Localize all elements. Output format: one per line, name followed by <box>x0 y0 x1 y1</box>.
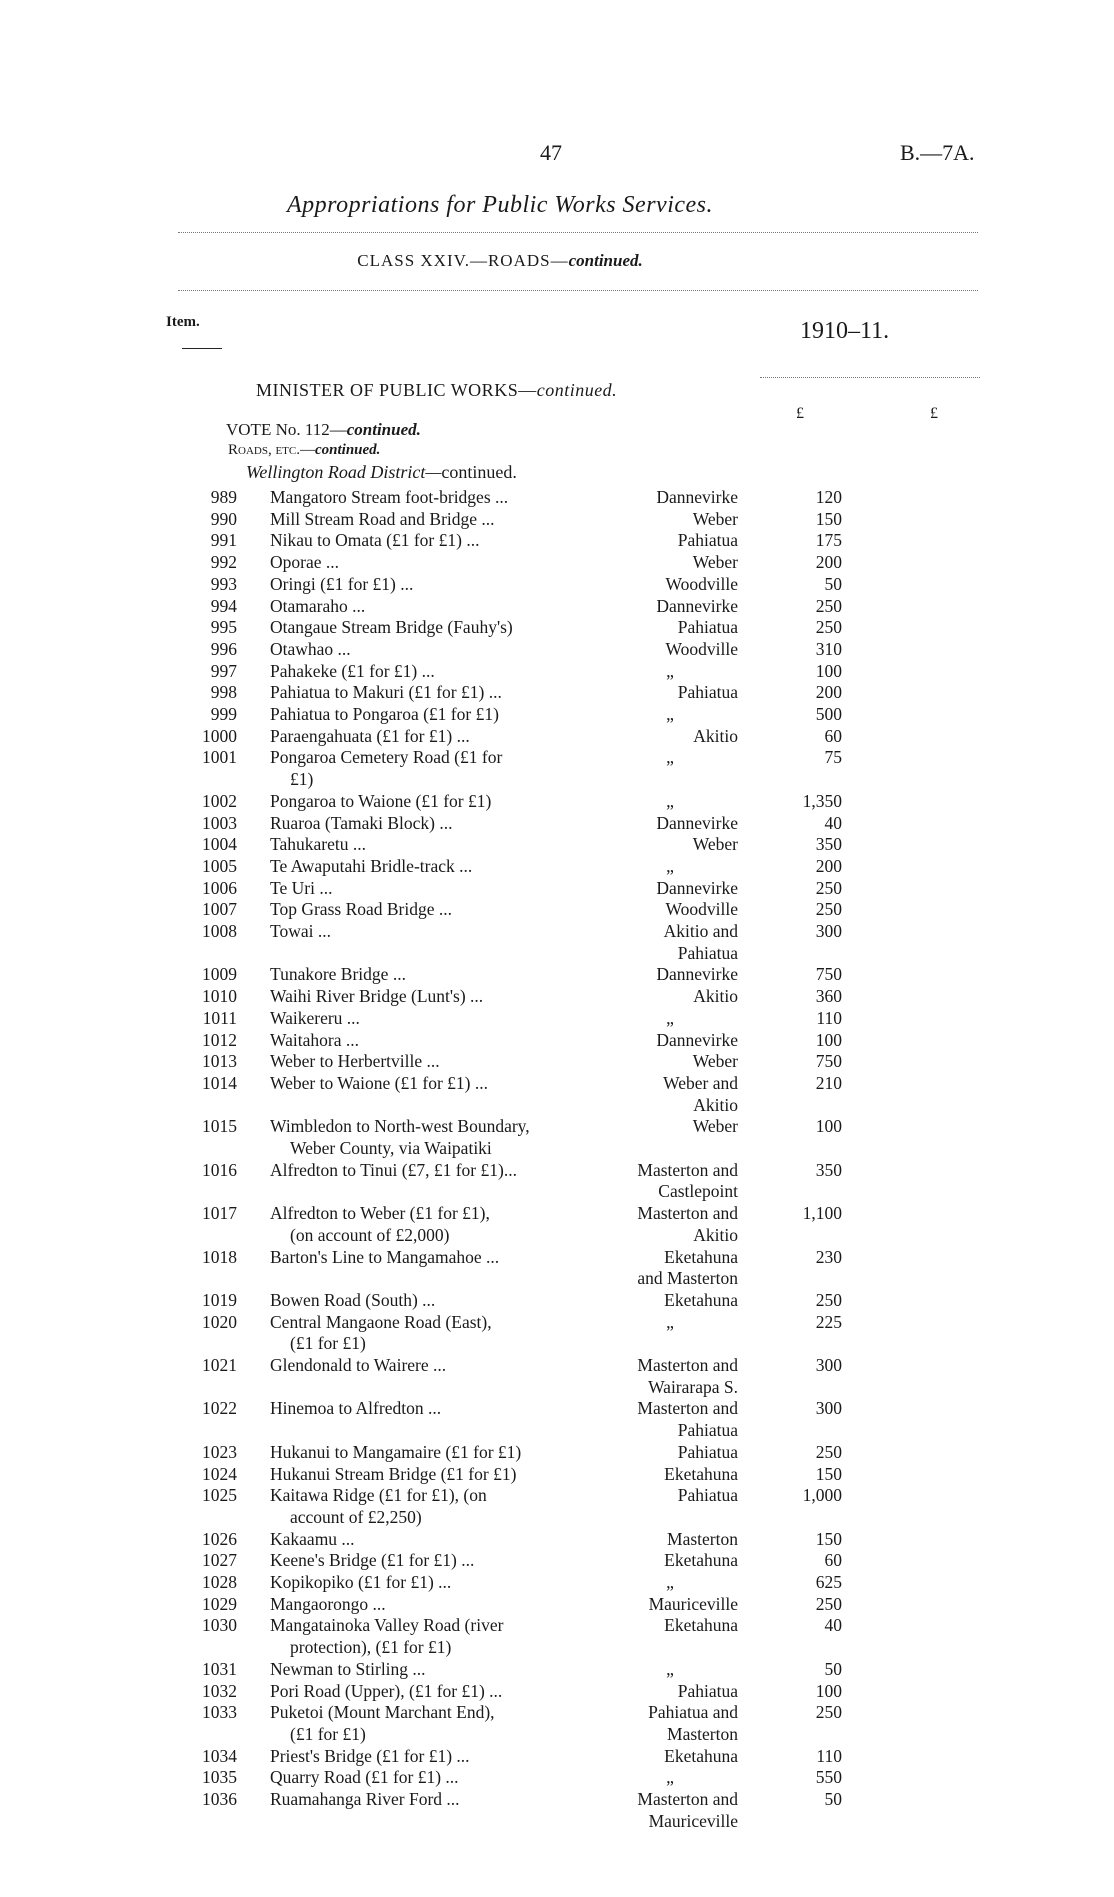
item-number: 996 <box>210 638 237 659</box>
item-number: 1036 <box>202 1789 237 1809</box>
item-number: 1008 <box>202 921 237 941</box>
item-county: Pahiatua and <box>648 1702 738 1723</box>
item-county: Eketahuna <box>664 1745 738 1766</box>
item-county: „ <box>666 660 674 681</box>
item-heading-underline <box>182 348 222 349</box>
table-row <box>0 1203 1114 1246</box>
item-county: Akitio <box>693 1224 738 1245</box>
item-number: 1011 <box>202 1007 237 1028</box>
table-row <box>0 1247 1114 1290</box>
table-row <box>0 509 1114 531</box>
item-amount: 250 <box>815 1289 842 1310</box>
item-amount: 500 <box>815 704 842 724</box>
table-row <box>0 1594 1114 1616</box>
item-amount: 150 <box>815 1463 842 1484</box>
item-amount: 50 <box>824 1789 842 1809</box>
item-number: 995 <box>210 617 237 638</box>
item-description: Towai ... <box>270 921 331 941</box>
item-county: Weber <box>692 1051 738 1072</box>
minister-suffix: continued. <box>536 380 618 400</box>
table-row <box>0 834 1114 856</box>
item-amount: 50 <box>824 1658 842 1679</box>
item-description: Oporae ... <box>270 552 340 573</box>
item-amount: 625 <box>815 1572 842 1592</box>
item-county: Dannevirke <box>656 964 738 985</box>
item-amount: 360 <box>815 986 842 1007</box>
item-amount: 250 <box>815 1702 842 1723</box>
item-county: Masterton <box>667 1528 738 1549</box>
item-column-heading: Item. <box>166 314 200 330</box>
item-county: Masterton and <box>637 1355 738 1375</box>
table-row <box>0 1702 1114 1745</box>
item-number: 1033 <box>202 1702 237 1723</box>
item-number: 1034 <box>202 1745 237 1766</box>
item-county: „ <box>666 747 674 768</box>
item-description: Otawhao ... <box>270 638 351 659</box>
item-county: „ <box>666 1767 674 1788</box>
vote-heading <box>226 420 421 440</box>
item-number: 1001 <box>202 747 237 768</box>
table-row <box>0 726 1114 748</box>
item-county: Weber <box>692 1116 738 1137</box>
document-reference: B.—7A. <box>900 140 975 165</box>
item-number: 1010 <box>202 986 237 1007</box>
item-description: Te Uri ... <box>270 877 333 898</box>
item-amount: 250 <box>815 899 842 920</box>
item-number: 1023 <box>202 1441 237 1462</box>
item-description: Central Mangaone Road (East), <box>270 1311 492 1332</box>
item-county: Dannevirke <box>656 595 738 616</box>
item-number: 1009 <box>202 964 237 985</box>
item-county: Woodville <box>665 899 738 920</box>
table-row <box>0 856 1114 878</box>
table-row <box>0 661 1114 683</box>
table-row <box>0 1550 1114 1572</box>
item-description: Alfredton to Tinui (£7, £1 for £1)... <box>270 1159 517 1180</box>
table-row <box>0 986 1114 1008</box>
item-county: Masterton and <box>637 1203 738 1224</box>
item-description: Pahiatua to Pongaroa (£1 for £1) <box>270 704 499 724</box>
item-county: Mauriceville <box>648 1810 738 1831</box>
class-heading-main: CLASS XXIV.—ROADS— <box>357 251 569 270</box>
district-main: Wellington Road District— <box>246 462 442 482</box>
item-amount: 250 <box>815 877 842 898</box>
item-amount: 230 <box>815 1246 842 1267</box>
item-description: Otamaraho ... <box>270 595 366 616</box>
item-amount: 200 <box>815 855 842 876</box>
item-county: Wairarapa S. <box>648 1376 738 1397</box>
item-number: 1018 <box>202 1246 237 1267</box>
table-row <box>0 1529 1114 1551</box>
item-county: „ <box>666 1311 674 1332</box>
table-row <box>0 1051 1114 1073</box>
item-description: Kaitawa Ridge (£1 for £1), (on <box>270 1485 487 1506</box>
table-row <box>0 596 1114 618</box>
table-row <box>0 682 1114 704</box>
item-county: Dannevirke <box>656 1029 738 1050</box>
item-description: Alfredton to Weber (£1 for £1), <box>270 1203 490 1224</box>
item-number: 999 <box>210 704 237 724</box>
item-amount: 60 <box>824 1550 842 1571</box>
item-amount: 550 <box>815 1767 842 1788</box>
item-county: Eketahuna <box>664 1246 738 1267</box>
item-number: 1035 <box>202 1767 237 1788</box>
table-row <box>0 1290 1114 1312</box>
item-county: Mauriceville <box>648 1593 738 1614</box>
item-number: 1014 <box>202 1072 237 1093</box>
title-divider <box>178 232 978 233</box>
minister-main: MINISTER OF PUBLIC WORKS— <box>256 380 537 400</box>
item-amount: 250 <box>815 595 842 616</box>
item-description: Tunakore Bridge ... <box>270 964 406 985</box>
table-row <box>0 1008 1114 1030</box>
item-number: 1012 <box>202 1029 237 1050</box>
item-amount: 100 <box>815 1680 842 1701</box>
district-heading <box>246 462 517 483</box>
item-number: 1031 <box>202 1658 237 1679</box>
table-row <box>0 921 1114 964</box>
table-row <box>0 899 1114 921</box>
item-amount: 110 <box>816 1745 842 1766</box>
table-row <box>0 487 1114 509</box>
item-description: Quarry Road (£1 for £1) ... <box>270 1767 459 1788</box>
item-county: Akitio <box>693 725 738 746</box>
table-row <box>0 530 1114 552</box>
item-county: Woodville <box>665 638 738 659</box>
item-amount: 300 <box>815 1355 842 1375</box>
item-amount: 250 <box>815 1441 842 1462</box>
class-heading-suffix: continued. <box>568 251 643 270</box>
item-number: 1030 <box>202 1615 237 1636</box>
item-county: Weber <box>692 552 738 573</box>
item-description: Tahukaretu ... <box>270 834 366 855</box>
item-description: Hukanui to Mangamaire (£1 for £1) <box>270 1441 522 1462</box>
item-description: (£1 for £1) <box>290 1333 366 1354</box>
item-amount: 250 <box>815 1593 842 1614</box>
item-number: 1024 <box>202 1463 237 1484</box>
item-county: Pahiatua <box>677 617 738 638</box>
item-county: Pahiatua <box>677 682 738 703</box>
item-county: Pahiatua <box>677 1680 738 1701</box>
table-row <box>0 639 1114 661</box>
district-suffix: continued. <box>441 462 517 482</box>
item-number: 1004 <box>202 834 237 855</box>
table-row <box>0 791 1114 813</box>
item-description: Mangatoro Stream foot-bridges ... <box>270 487 509 507</box>
item-description: Newman to Stirling ... <box>270 1658 426 1679</box>
item-amount: 40 <box>824 1615 842 1636</box>
item-county: „ <box>666 1572 674 1592</box>
currency-symbol-col1: £ <box>796 405 804 422</box>
item-number: 998 <box>210 682 237 703</box>
item-number: 994 <box>210 595 237 616</box>
item-county: Dannevirke <box>656 487 738 507</box>
item-description: Puketoi (Mount Marchant End), <box>270 1702 495 1723</box>
table-row <box>0 574 1114 596</box>
currency-symbol-col2: £ <box>930 405 938 422</box>
table-row <box>0 1464 1114 1486</box>
table-row <box>0 1746 1114 1768</box>
vote-main: VOTE No. 112— <box>226 420 347 439</box>
item-number: 1013 <box>202 1051 237 1072</box>
table-row <box>0 1442 1114 1464</box>
page-number: 47 <box>540 140 562 165</box>
item-county: Dannevirke <box>656 877 738 898</box>
item-county: „ <box>666 790 674 811</box>
table-row <box>0 617 1114 639</box>
item-county: and Masterton <box>637 1268 738 1289</box>
item-county: Weber <box>692 508 738 529</box>
item-description: Ruamahanga River Ford ... <box>270 1789 460 1809</box>
item-county: Pahiatua <box>677 1441 738 1462</box>
page-title: Appropriations for Public Works Services. <box>286 192 714 218</box>
item-description: Pongaroa Cemetery Road (£1 for <box>270 747 503 768</box>
table-row <box>0 1073 1114 1116</box>
item-county: Pahiatua <box>677 942 738 963</box>
item-number: 1006 <box>202 877 237 898</box>
item-description: Priest's Bridge (£1 for £1) ... <box>270 1745 470 1766</box>
item-amount: 300 <box>815 1398 842 1419</box>
item-amount: 1,100 <box>802 1203 842 1224</box>
item-number: 1000 <box>202 725 237 746</box>
item-number: 1021 <box>202 1355 237 1375</box>
item-county: Weber and <box>663 1072 738 1093</box>
item-number: 1032 <box>202 1680 237 1701</box>
table-row <box>0 1398 1114 1441</box>
item-county: Akitio <box>693 986 738 1007</box>
item-county: Masterton and <box>637 1398 738 1419</box>
item-amount: 40 <box>824 812 842 833</box>
table-row <box>0 747 1114 790</box>
item-number: 1003 <box>202 812 237 833</box>
item-description: Ruaroa (Tamaki Block) ... <box>270 812 453 833</box>
item-amount: 200 <box>815 552 842 573</box>
item-amount: 100 <box>815 660 842 681</box>
item-amount: 750 <box>815 1051 842 1072</box>
item-number: 1019 <box>202 1289 237 1310</box>
table-row <box>0 813 1114 835</box>
item-description: Te Awaputahi Bridle-track ... <box>270 855 473 876</box>
item-description: Mangatainoka Valley Road (river <box>270 1615 504 1636</box>
item-county: „ <box>666 855 674 876</box>
item-county: Eketahuna <box>664 1615 738 1636</box>
item-county: Masterton <box>667 1723 738 1744</box>
class-divider <box>178 290 978 291</box>
item-amount: 110 <box>816 1007 842 1028</box>
item-amount: 210 <box>815 1072 842 1093</box>
item-description: Waitahora ... <box>270 1029 359 1050</box>
item-number: 991 <box>210 530 237 551</box>
table-row <box>0 1116 1114 1159</box>
roads-main: Roads, etc.— <box>228 442 315 458</box>
item-description: £1) <box>290 769 314 790</box>
item-description: (on account of £2,000) <box>290 1224 450 1245</box>
item-number: 1007 <box>202 899 237 920</box>
item-county: Akitio and <box>663 921 738 941</box>
item-amount: 50 <box>824 573 842 594</box>
item-county: Masterton and <box>637 1789 738 1809</box>
table-row <box>0 552 1114 574</box>
item-number: 1015 <box>202 1116 237 1137</box>
item-amount: 350 <box>815 834 842 855</box>
roads-suffix: continued. <box>314 442 381 458</box>
item-amount: 1,000 <box>802 1485 842 1506</box>
item-description: protection), (£1 for £1) <box>290 1637 452 1658</box>
item-county: Woodville <box>665 573 738 594</box>
item-description: Top Grass Road Bridge ... <box>270 899 453 920</box>
item-county: Pahiatua <box>677 1485 738 1506</box>
table-row <box>0 1355 1114 1398</box>
item-number: 1016 <box>202 1159 237 1180</box>
item-county: Akitio <box>693 1094 738 1115</box>
item-amount: 350 <box>815 1159 842 1180</box>
item-amount: 310 <box>815 638 842 659</box>
item-amount: 150 <box>815 508 842 529</box>
item-description: Waikereru ... <box>270 1007 360 1028</box>
item-description: Hinemoa to Alfredton ... <box>270 1398 442 1419</box>
item-amount: 200 <box>815 682 842 703</box>
item-description: Mill Stream Road and Bridge ... <box>270 508 495 529</box>
table-row <box>0 1572 1114 1594</box>
item-county: Masterton and <box>637 1159 738 1180</box>
item-description: Mangaorongo ... <box>270 1593 386 1614</box>
vote-suffix: continued. <box>346 420 421 439</box>
item-county: „ <box>666 1658 674 1679</box>
item-description: Pahakeke (£1 for £1) ... <box>270 660 435 681</box>
table-row <box>0 1659 1114 1681</box>
item-description: Glendonald to Wairere ... <box>270 1355 447 1375</box>
item-county: Castlepoint <box>658 1181 738 1202</box>
item-description: Paraengahuata (£1 for £1) ... <box>270 725 470 746</box>
table-row <box>0 1030 1114 1052</box>
item-description: Weber to Herbertville ... <box>270 1051 440 1072</box>
item-county: Pahiatua <box>677 1420 738 1441</box>
item-amount: 300 <box>815 921 842 941</box>
item-number: 990 <box>210 508 237 529</box>
item-number: 1022 <box>202 1398 237 1419</box>
item-description: Pongaroa to Waione (£1 for £1) <box>270 790 492 811</box>
item-county: Pahiatua <box>677 530 738 551</box>
item-amount: 225 <box>815 1311 842 1332</box>
item-number: 1020 <box>202 1311 237 1332</box>
item-amount: 1,350 <box>802 790 842 811</box>
item-amount: 60 <box>824 725 842 746</box>
item-amount: 100 <box>815 1029 842 1050</box>
item-description: Kopikopiko (£1 for £1) ... <box>270 1572 452 1592</box>
item-description: Keene's Bridge (£1 for £1) ... <box>270 1550 475 1571</box>
item-county: „ <box>666 1007 674 1028</box>
class-heading <box>0 251 1000 271</box>
item-amount: 120 <box>815 487 842 507</box>
table-row <box>0 1767 1114 1789</box>
item-description: Kakaamu ... <box>270 1528 355 1549</box>
item-county: Dannevirke <box>656 812 738 833</box>
item-number: 989 <box>210 487 237 507</box>
item-description: Hukanui Stream Bridge (£1 for £1) <box>270 1463 517 1484</box>
item-description: Nikau to Omata (£1 for £1) ... <box>270 530 480 551</box>
item-number: 1002 <box>202 790 237 811</box>
item-county: Weber <box>692 834 738 855</box>
item-description: Weber County, via Waipatiki <box>290 1137 492 1158</box>
item-amount: 100 <box>815 1116 842 1137</box>
table-row <box>0 1681 1114 1703</box>
item-county: „ <box>666 704 674 724</box>
item-amount: 175 <box>815 530 842 551</box>
item-description: Wimbledon to North-west Boundary, <box>270 1116 530 1137</box>
item-number: 1028 <box>202 1572 237 1592</box>
item-number: 1026 <box>202 1528 237 1549</box>
table-row <box>0 1160 1114 1203</box>
item-description: Waihi River Bridge (Lunt's) ... <box>270 986 484 1007</box>
item-county: Eketahuna <box>664 1550 738 1571</box>
table-row <box>0 1789 1114 1832</box>
item-amount: 75 <box>824 747 842 768</box>
item-number: 1025 <box>202 1485 237 1506</box>
item-description: Weber to Waione (£1 for £1) ... <box>270 1072 488 1093</box>
table-row <box>0 1312 1114 1355</box>
table-row <box>0 878 1114 900</box>
year-divider <box>760 377 980 378</box>
item-number: 1005 <box>202 855 237 876</box>
minister-heading <box>256 380 617 401</box>
roads-heading <box>228 442 380 459</box>
item-description: Pori Road (Upper), (£1 for £1) ... <box>270 1680 503 1701</box>
item-description: Barton's Line to Mangamahoe ... <box>270 1246 500 1267</box>
item-amount: 250 <box>815 617 842 638</box>
item-county: Eketahuna <box>664 1289 738 1310</box>
table-row <box>0 964 1114 986</box>
item-number: 993 <box>210 573 237 594</box>
item-description: (£1 for £1) <box>290 1723 366 1744</box>
item-number: 1029 <box>202 1593 237 1614</box>
item-amount: 750 <box>815 964 842 985</box>
item-description: account of £2,250) <box>290 1506 422 1527</box>
item-amount: 150 <box>815 1528 842 1549</box>
item-description: Oringi (£1 for £1) ... <box>270 573 414 594</box>
item-county: Eketahuna <box>664 1463 738 1484</box>
item-number: 997 <box>210 660 237 681</box>
item-number: 1017 <box>202 1203 237 1224</box>
table-row <box>0 704 1114 726</box>
table-row <box>0 1615 1114 1658</box>
table-row <box>0 1485 1114 1528</box>
item-description: Bowen Road (South) ... <box>270 1289 436 1310</box>
item-number: 1027 <box>202 1550 237 1571</box>
year-heading: 1910–11. <box>800 318 890 344</box>
item-description: Pahiatua to Makuri (£1 for £1) ... <box>270 682 502 703</box>
item-number: 992 <box>210 552 237 573</box>
item-description: Otangaue Stream Bridge (Fauhy's) <box>270 617 513 638</box>
